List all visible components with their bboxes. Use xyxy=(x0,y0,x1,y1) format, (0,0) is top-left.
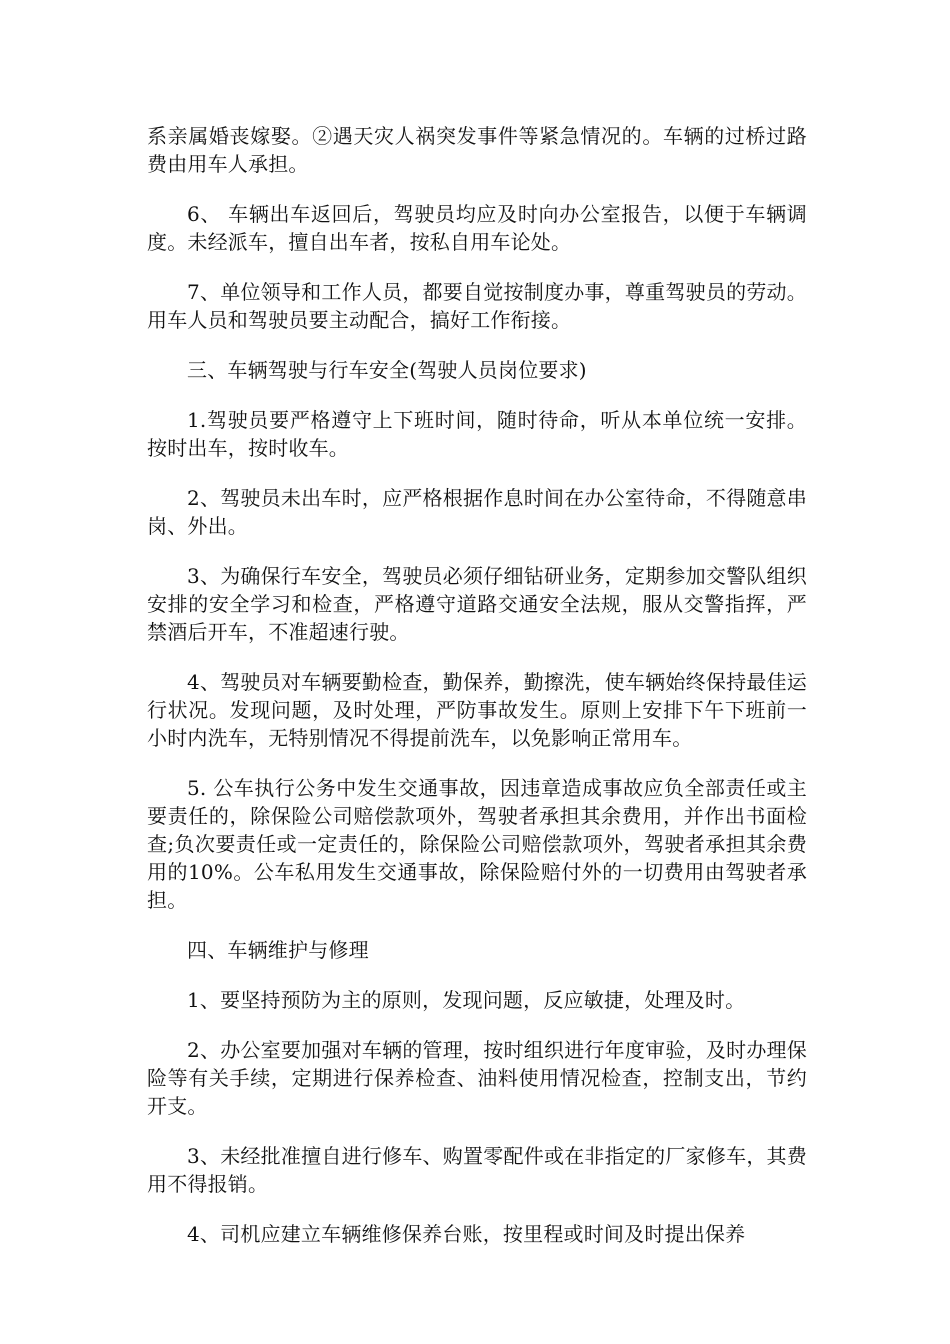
paragraph-section3-item-1: 1.驾驶员要严格遵守上下班时间，随时待命，听从本单位统一安排。按时出车，按时收车。 xyxy=(147,408,807,460)
paragraph-item-7: 7、单位领导和工作人员，都要自觉按制度办事，尊重驾驶员的劳动。用车人员和驾驶员要主动配合，搞好工作衔接。 xyxy=(147,280,807,332)
paragraph-section4-item-1: 1、要坚持预防为主的原则，发现问题，反应敏捷，处理及时。 xyxy=(187,988,746,1012)
section-heading-4: 四、车辆维护与修理 xyxy=(187,938,369,962)
section-heading-3: 三、车辆驾驶与行车安全(驾驶人员岗位要求) xyxy=(187,358,587,382)
paragraph-section3-item-4: 4、驾驶员对车辆要勤检查，勤保养，勤擦洗，使车辆始终保持最佳运行状况。发现问题，及时处理，严防事故发生。原则上安排下午下班前一小时内洗车，无特别情况不得提前洗车，以免影响正常用车。 xyxy=(147,670,807,750)
paragraph-section3-item-5: 5. 公车执行公务中发生交通事故，因违章造成事故应负全部责任或主要责任的，除保险公司赔偿款项外，驾驶者承担其余费用，并作出书面检查;负次要责任或一定责任的，除保险公司赔偿款项外，驾驶者承担其余费用的10%。公车私用发生交通事故，除保险赔付外的一切费用由驾驶者承担。 xyxy=(147,776,807,912)
paragraph-section4-item-4: 4、司机应建立车辆维修保养台账，按里程或时间及时提出保养 xyxy=(187,1222,746,1246)
document-body xyxy=(147,122,807,1270)
paragraph-continued: 系亲属婚丧嫁娶。②遇天灾人祸突发事件等紧急情况的。车辆的过桥过路费由用车人承担。 xyxy=(147,124,807,176)
paragraph-section4-item-3: 3、未经批准擅自进行修车、购置零配件或在非指定的厂家修车，其费用不得报销。 xyxy=(147,1144,807,1196)
paragraph-section3-item-3: 3、为确保行车安全，驾驶员必须仔细钻研业务，定期参加交警队组织安排的安全学习和检查，严格遵守道路交通安全法规，服从交警指挥，严禁酒后开车，不准超速行驶。 xyxy=(147,564,807,644)
paragraph-section4-item-2: 2、办公室要加强对车辆的管理，按时组织进行年度审验，及时办理保险等有关手续，定期进行保养检查、油料使用情况检查，控制支出，节约开支。 xyxy=(147,1038,807,1118)
paragraph-section3-item-2: 2、驾驶员未出车时，应严格根据作息时间在办公室待命，不得随意串岗、外出。 xyxy=(147,486,807,538)
paragraph-item-6: 6、 车辆出车返回后，驾驶员均应及时向办公室报告，以便于车辆调度。未经派车，擅自出车者，按私自用车论处。 xyxy=(147,202,807,254)
